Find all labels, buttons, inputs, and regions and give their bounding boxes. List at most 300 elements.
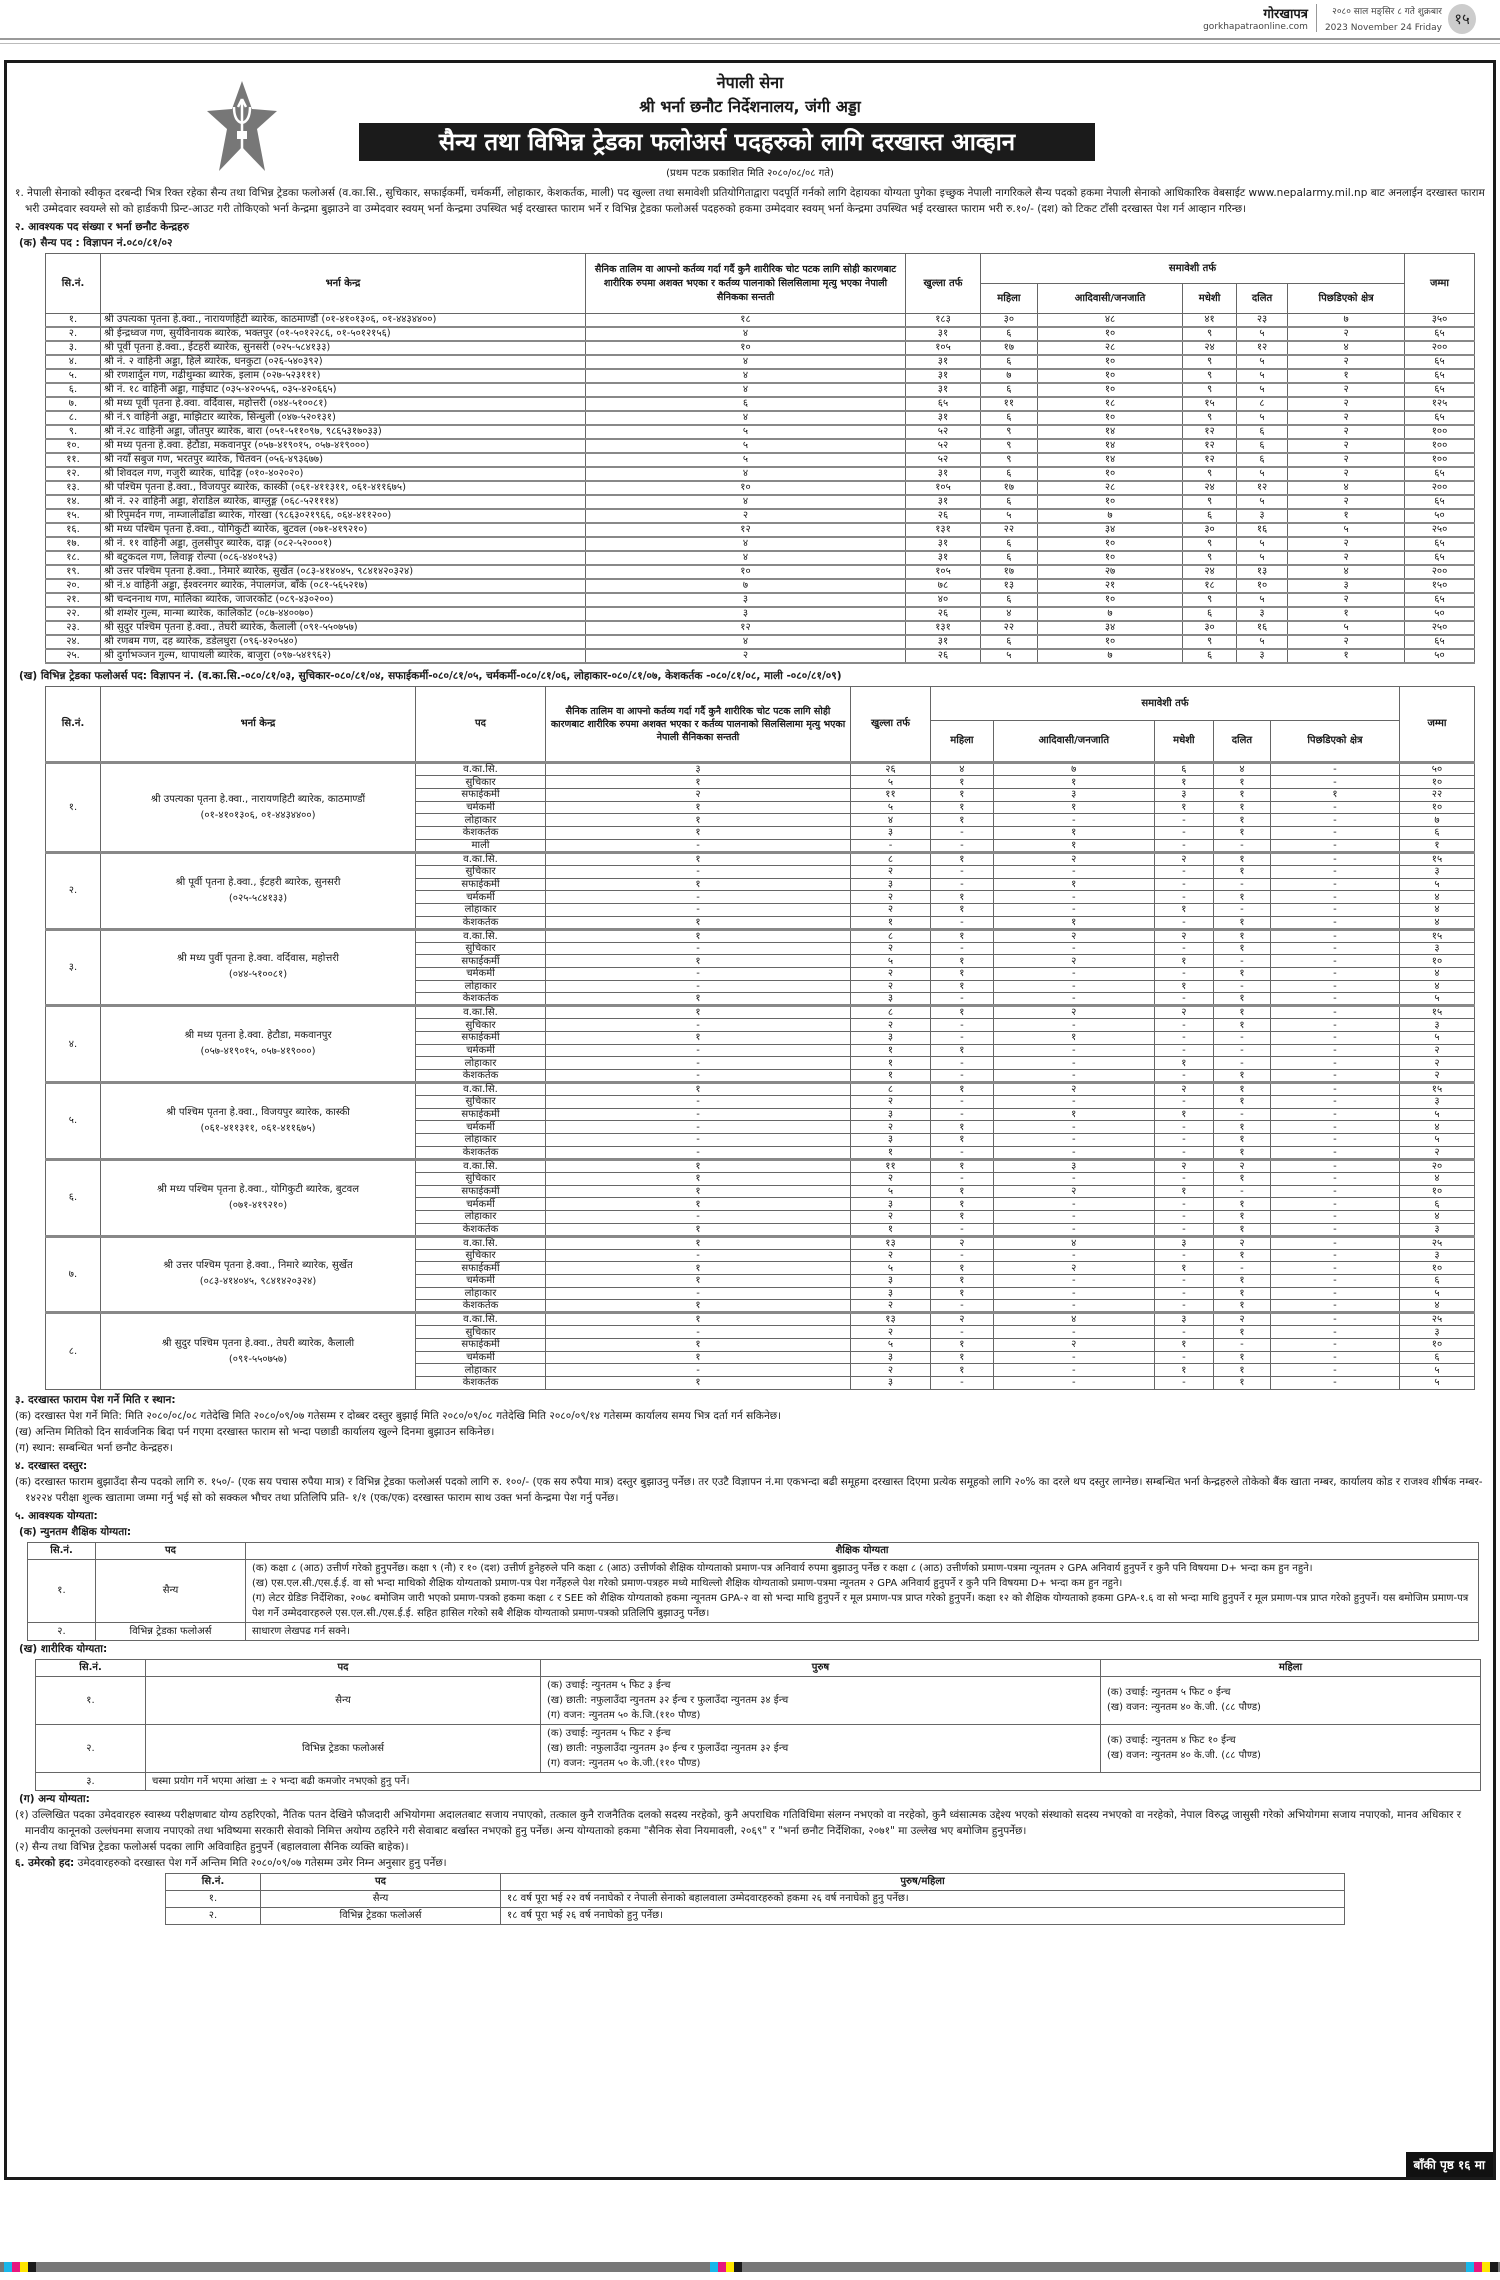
cell-total: ५० xyxy=(1400,763,1475,776)
cell-dalit: १ xyxy=(1213,1172,1270,1185)
cell-open: ८ xyxy=(851,1006,931,1019)
center-phone: (०८३-४१४०४५, ९८४१४२०३२४) xyxy=(199,1276,317,1288)
col-backward: पिछडिएको क्षेत्र xyxy=(1288,284,1405,314)
cell-adivasi: २१ xyxy=(1037,579,1183,593)
cell-backward: १ xyxy=(1288,649,1405,663)
cell-injured: १ xyxy=(546,1262,851,1275)
cell-open: ३ xyxy=(851,1108,931,1121)
cell-women: ९ xyxy=(981,439,1038,453)
cell-adivasi: २ xyxy=(993,1339,1154,1352)
cell-injured: १ xyxy=(546,878,851,891)
cell-open: २६ xyxy=(906,607,981,621)
cell-women: ६ xyxy=(981,355,1038,369)
directorate-name: श्री भर्ना छनौट निर्देशनालय, जंगी अड्डा xyxy=(639,97,861,116)
cell-madhesi: १८ xyxy=(1183,579,1237,593)
cell-dalit: ५ xyxy=(1236,355,1287,369)
cell-madhesi: ३ xyxy=(1154,1236,1213,1249)
cell-center: श्री मध्य पूर्वी पृतना हे.क्वा. वर्दिवास, महोत्तरी (०४४-५१००८१) xyxy=(101,397,586,411)
page-number: १५ xyxy=(1448,4,1476,34)
cell-injured: - xyxy=(546,1096,851,1109)
cell-backward: २ xyxy=(1288,383,1405,397)
notice-title: सैन्य तथा विभिन्न ट्रेडका फलोअर्स पदहरुको लागि दरखास्त आव्हान xyxy=(359,123,1095,161)
cell-backward: - xyxy=(1270,967,1399,980)
col-post: पद xyxy=(96,1542,246,1559)
section-4-title: ४. दरखास्त दस्तुर: xyxy=(15,1459,88,1472)
cell-post: केशकर्तक xyxy=(416,1300,546,1313)
cell-sn: ५. xyxy=(46,369,101,383)
cell-dalit: - xyxy=(1213,839,1270,852)
cell-adivasi: १० xyxy=(1037,635,1183,649)
cell-injured: १ xyxy=(546,1172,851,1185)
section-3-ga: (ग) स्थान: सम्बन्धित भर्ना छनौट केन्द्रहरु। xyxy=(15,1441,173,1454)
cell-injured: - xyxy=(546,1249,851,1262)
cell-post: सफाईकर्मी xyxy=(416,955,546,968)
cell-total: २ xyxy=(1400,1146,1475,1159)
cell-post: सुचिकार xyxy=(416,776,546,789)
col-inclusive: समावेशी तर्फ xyxy=(931,687,1400,721)
cell-madhesi: ३ xyxy=(1154,1313,1213,1326)
cell-backward: ७ xyxy=(1288,314,1405,328)
cell-injured: १ xyxy=(546,1377,851,1390)
cell-dalit: १ xyxy=(1213,1300,1270,1313)
cell-adivasi: - xyxy=(993,1044,1154,1057)
cell-post: सफाईकर्मी xyxy=(416,1108,546,1121)
cell-backward: - xyxy=(1270,1057,1399,1070)
cell-adivasi: - xyxy=(993,1096,1154,1109)
cell-adivasi: - xyxy=(993,1377,1154,1390)
cell-total: २५ xyxy=(1400,1313,1475,1326)
cell-women: १ xyxy=(931,1134,994,1147)
cell-madhesi: - xyxy=(1154,1351,1213,1364)
cell-women: ५ xyxy=(981,649,1038,663)
cell-dalit: १ xyxy=(1213,1326,1270,1339)
cell-dalit: १ xyxy=(1213,776,1270,789)
cell-dalit: १ xyxy=(1213,891,1270,904)
cell-women: १ xyxy=(931,1262,994,1275)
cell-madhesi: ९ xyxy=(1183,467,1237,481)
cell-post: व.का.सि. xyxy=(416,1236,546,1249)
cell-injured: ४ xyxy=(586,635,906,649)
cell-dalit: १ xyxy=(1213,1134,1270,1147)
cell-injured: - xyxy=(546,1364,851,1377)
cell-center xyxy=(101,852,416,929)
cell-center: श्री रणशार्दुल गण, गढीथुम्का ब्यारेक, इलाम (०२७-५२३१११) xyxy=(101,369,586,383)
cell-total: १० xyxy=(1400,1185,1475,1198)
cell-women: १७ xyxy=(981,565,1038,579)
cell-total: १० xyxy=(1400,801,1475,814)
cell-post: केशकर्तक xyxy=(416,827,546,840)
cell-madhesi: - xyxy=(1154,1134,1213,1147)
cell-backward: १ xyxy=(1288,607,1405,621)
cell-open: ३ xyxy=(851,993,931,1006)
cell-total: १० xyxy=(1400,1339,1475,1352)
cell-backward: - xyxy=(1270,1159,1399,1172)
cell-sn: १. xyxy=(36,1676,146,1724)
table-row xyxy=(46,467,1475,481)
cell-total: ३ xyxy=(1400,942,1475,955)
cell-injured: - xyxy=(546,1057,851,1070)
cell-post: लोहाकार xyxy=(416,814,546,827)
notice-header xyxy=(7,63,1493,183)
cell-post: सुचिकार xyxy=(416,1172,546,1185)
cell-open: ३ xyxy=(851,1274,931,1287)
cell-open: ३ xyxy=(851,1351,931,1364)
cell-open: १०५ xyxy=(906,481,981,495)
cell-open: १ xyxy=(851,1223,931,1236)
cell-women: - xyxy=(931,1032,994,1045)
table-row xyxy=(46,852,1475,865)
cell-post: सुचिकार xyxy=(416,1249,546,1262)
cell-open: २ xyxy=(851,1019,931,1032)
cell-total: ६ xyxy=(1400,1351,1475,1364)
cell-backward: - xyxy=(1270,1313,1399,1326)
cell-injured: - xyxy=(546,942,851,955)
followers-posts-table xyxy=(45,686,1475,1389)
cell-injured: ७ xyxy=(586,579,906,593)
cell-injured: ४ xyxy=(586,537,906,551)
cell-madhesi: - xyxy=(1154,1032,1213,1045)
age-limit-table xyxy=(165,1873,1345,1925)
cell-women: - xyxy=(931,993,994,1006)
cell-injured: - xyxy=(546,1108,851,1121)
cell-backward: - xyxy=(1270,878,1399,891)
cell-post: सफाईकर्मी xyxy=(416,878,546,891)
cell-madhesi: १ xyxy=(1154,1262,1213,1275)
cell-sn: ८. xyxy=(46,411,101,425)
male-requirement: (ग) वजन: न्युनतम ५० के.जि.(११० पौण्ड) xyxy=(547,1709,701,1721)
cell-women: - xyxy=(931,839,994,852)
cell-total: २ xyxy=(1400,1070,1475,1083)
cell-post: लोहाकार xyxy=(416,1057,546,1070)
section-4-ka: (क) दरखास्त फाराम बुझाउँदा सैन्य पदको लागि रु. १५०/- (एक सय पचास रुपैया मात्र) र विभिन्न ट्रेडका फलोअर्स पदको लागि रु. १००/- (एक सय रुपैया मात्र) दस्तुर बुझाउनु पर्नेछ। तर एउटै विज्ञापन नं.मा एकभन्दा बढी समूहमा दरखास्त दिएमा प्रत्येक समूहको लागि २०% का दरले थप दस्तुर लाग्नेछ। सम्बन्धित भर्ना केन्द्रहरुले तोकेको बैंक खाता नम्बर, कार्यालय कोड र राजश्व शीर्षक नम्बर- १४२२४ परीक्षा शुल्क खातामा जम्मा गर्नु भई सो को सक्कल भौचर तथा प्रतिलिपि प्रति- १/१ (एक/एक) दरखास्त फाराम साथ उक्त भर्ना केन्द्रमा पेश गर्नु पर्नेछ। xyxy=(15,1475,1483,1504)
cell-total: २ xyxy=(1400,1044,1475,1057)
cell-madhesi: १ xyxy=(1154,1364,1213,1377)
continued-on-page-label: बाँकी पृष्ठ १६ मा xyxy=(1406,2152,1493,2177)
cell-women: १३ xyxy=(981,579,1038,593)
cell-women: १ xyxy=(931,1159,994,1172)
cell-dalit: १ xyxy=(1213,1006,1270,1019)
section-2-kha-title: (ख) विभिन्न ट्रेडका फलोअर्स पद: विज्ञापन नं. (व.का.सि.-०८०/८१/०३, सुचिकार-०८०/८१/०४, सफाईकर्मी-०८०/८१/०५, चर्मकर्मी-०८०/८१/०६, लोहाकार-०८०/८१/०७, केशकर्तक -०८०/८१/०८, माली -०८०/८१/०९) xyxy=(19,670,842,683)
cell-backward: - xyxy=(1270,1032,1399,1045)
cell-women: - xyxy=(931,1070,994,1083)
cell-sn: १. xyxy=(28,1559,96,1622)
cell-dalit: १ xyxy=(1213,801,1270,814)
cell-injured: ३ xyxy=(586,593,906,607)
cell-sn: १५. xyxy=(46,509,101,523)
table-row xyxy=(166,1907,1345,1924)
cell-open: २ xyxy=(851,891,931,904)
cell-injured: ४ xyxy=(586,355,906,369)
female-requirement: (ख) वजन: न्युनतम ४० के.जी. (८८ पौण्ड) xyxy=(1107,1702,1261,1714)
cell-backward: ४ xyxy=(1288,565,1405,579)
cell-madhesi: ३० xyxy=(1183,621,1237,635)
cell-total: ६५ xyxy=(1405,537,1475,551)
cell-post: चर्मकर्मी xyxy=(416,1044,546,1057)
center-name: श्री पश्चिम पृतना हे.क्वा., विजयपुर ब्यारेक, कास्की xyxy=(166,1106,350,1118)
cell-madhesi: ९ xyxy=(1183,593,1237,607)
cell-adivasi: ३४ xyxy=(1037,621,1183,635)
cell-madhesi: १ xyxy=(1154,1057,1213,1070)
cell-injured: - xyxy=(546,1134,851,1147)
cell-injured: ३ xyxy=(546,763,851,776)
cell-open: ३ xyxy=(851,878,931,891)
cell-adivasi: १० xyxy=(1037,551,1183,565)
cell-women: १ xyxy=(931,776,994,789)
cell-total: २०० xyxy=(1405,341,1475,355)
cell-qualification xyxy=(246,1622,1479,1640)
cell-dalit: ६ xyxy=(1236,453,1287,467)
cell-open: ५२ xyxy=(906,425,981,439)
cell-post: चर्मकर्मी xyxy=(416,1351,546,1364)
cell-injured: १ xyxy=(546,929,851,942)
notice-body xyxy=(15,185,1485,1925)
table-row xyxy=(46,1313,1475,1326)
cell-madhesi: ९ xyxy=(1183,635,1237,649)
cell-injured: १० xyxy=(586,481,906,495)
intro-paragraph: १. नेपाली सेनाको स्वीकृत दरबन्दी भित्र रिक्त रहेका सैन्य तथा विभिन्न ट्रेडका फलोअर्स (व.का.सि., सुचिकार, सफाईकर्मी, चर्मकर्मी, लोहाकार, केशकर्तक, माली) पद खुल्ला तथा समावेशी प्रतियोगिताद्वारा पदपूर्ति गर्नको लागि देहायका योग्यता पुगेका इच्छुक नेपाली नागरिकले सैन्य पदको हकमा नेपाली सेनाको आधिकारिक वेबसाईट www.nepalarmy.mil.np बाट अनलाईन दरखास्त फाराम भरी उम्मेदवार स्वयम्ले सो को हार्डकपी प्रिन्ट-आउट गरी तोकिएको भर्ना केन्द्रमा बुझाउने वा उम्मेदवार स्वयम् भर्ना केन्द्रमा उपस्थित भई दरखास्त फाराम भर्ने र विभिन्न ट्रेडका फलोअर्स पदहरुको हकमा उम्मेदवार स्वयम् भर्ना केन्द्रमा उपस्थित भई दरखास्त फाराम भरी रु.१०/- (दश) को टिकट टाँसी दरखास्त पेश गर्न आव्हान गरिन्छ। xyxy=(15,187,1485,215)
cell-adivasi: - xyxy=(993,1070,1154,1083)
cell-adivasi: १ xyxy=(993,878,1154,891)
cell-madhesi: २४ xyxy=(1183,565,1237,579)
cell-dalit: ४ xyxy=(1213,763,1270,776)
cell-backward: - xyxy=(1270,1146,1399,1159)
cell-injured: १ xyxy=(546,1223,851,1236)
cell-age: १८ वर्ष पूरा भई २२ वर्ष ननाघेको र नेपाली सेनाको बहालवाला उम्मेदवारहरुको हकमा २६ वर्ष ननाघेको हुनु पर्नेछ। xyxy=(501,1890,1345,1907)
cell-adivasi: - xyxy=(993,1134,1154,1147)
cell-sn: १८. xyxy=(46,551,101,565)
cell-total: ६५ xyxy=(1405,551,1475,565)
cell-backward: १ xyxy=(1288,509,1405,523)
cell-sn: २. xyxy=(36,1724,146,1772)
cell-center: श्री दुर्गाभञ्जन गुल्म, थापाथली ब्यारेक, बाजुरा (०९७-५४१९६२) xyxy=(101,649,586,663)
cell-total: १० xyxy=(1400,955,1475,968)
cell-open: ८ xyxy=(851,852,931,865)
col-madhesi: मधेशी xyxy=(1183,284,1237,314)
cell-adivasi: - xyxy=(993,1057,1154,1070)
cell-dalit: १६ xyxy=(1236,523,1287,537)
cell-injured: १० xyxy=(586,341,906,355)
cell-total: ६ xyxy=(1400,1274,1475,1287)
cell-injured: २ xyxy=(546,789,851,802)
cell-total: २० xyxy=(1400,1159,1475,1172)
cell-post: चर्मकर्मी xyxy=(416,967,546,980)
cell-open: १३१ xyxy=(906,523,981,537)
cell-dalit: २ xyxy=(1213,1159,1270,1172)
first-published-date: (प्रथम पटक प्रकाशित मिति २०८०/०८/०८ गते) xyxy=(666,168,834,179)
cell-dalit: १ xyxy=(1213,1198,1270,1211)
cell-backward: ५ xyxy=(1288,523,1405,537)
cell-sn: १०. xyxy=(46,439,101,453)
cell-injured: - xyxy=(546,1070,851,1083)
cell-post: सैन्य xyxy=(146,1676,541,1724)
cell-injured: १ xyxy=(546,1159,851,1172)
cell-adivasi: - xyxy=(993,1172,1154,1185)
cell-dalit: १ xyxy=(1213,1364,1270,1377)
cell-madhesi: - xyxy=(1154,1377,1213,1390)
cell-backward: - xyxy=(1270,916,1399,929)
cell-injured: ४ xyxy=(586,411,906,425)
cell-total: ३ xyxy=(1400,1326,1475,1339)
cell-adivasi: २ xyxy=(993,1262,1154,1275)
cell-total: ५० xyxy=(1405,607,1475,621)
cell-total: ६५ xyxy=(1405,383,1475,397)
cell-adivasi: २ xyxy=(993,1006,1154,1019)
cell-madhesi: - xyxy=(1154,891,1213,904)
cell-post: सफाईकर्मी xyxy=(416,1339,546,1352)
cell-women: १७ xyxy=(981,341,1038,355)
cell-open: ५ xyxy=(851,1185,931,1198)
section-6-title: ६. उमेरको हद: xyxy=(15,1856,75,1869)
cell-open: ५ xyxy=(851,1339,931,1352)
cell-male xyxy=(541,1724,1101,1772)
cell-adivasi: ७ xyxy=(1037,607,1183,621)
cell-injured: १ xyxy=(546,993,851,1006)
cell-adivasi: - xyxy=(993,1121,1154,1134)
cell-post: माली xyxy=(416,839,546,852)
qualification-line: साधारण लेखपढ गर्न सक्ने। xyxy=(252,1625,350,1637)
cell-total: २०० xyxy=(1405,565,1475,579)
cell-post: लोहाकार xyxy=(416,1134,546,1147)
col-qualification: शैक्षिक योग्यता xyxy=(246,1542,1479,1559)
cell-adivasi: - xyxy=(993,903,1154,916)
cell-women: १ xyxy=(931,980,994,993)
cell-madhesi: ६ xyxy=(1183,509,1237,523)
table-row xyxy=(46,509,1475,523)
cell-backward: - xyxy=(1270,1339,1399,1352)
cell-backward: - xyxy=(1270,801,1399,814)
cell-post: व.का.सि. xyxy=(416,1083,546,1096)
cell-dalit: १ xyxy=(1213,967,1270,980)
cell-adivasi: २ xyxy=(993,955,1154,968)
cell-center xyxy=(101,763,416,852)
physical-table xyxy=(35,1659,1481,1791)
male-requirement: (ख) छाती: नफुलाउँदा न्युनतम ३० ईन्च र फुलाउँदा न्युनतम ३२ ईन्च xyxy=(547,1742,789,1754)
cell-center: श्री उपत्यका पृतना हे.क्वा., नारायणहिटी ब्यारेक, काठमाण्डौं (०१-४१०१३०६, ०१-४४३४४००) xyxy=(101,314,586,328)
cell-open: २६ xyxy=(851,763,931,776)
section-5-title: ५. आवश्यक योग्यता: xyxy=(15,1509,98,1522)
other-qualification-title: (ग) अन्य योग्यता: xyxy=(19,1792,90,1805)
table-row xyxy=(36,1772,1481,1790)
cell-dalit: १ xyxy=(1213,1121,1270,1134)
cell-injured: १ xyxy=(546,916,851,929)
cell-dalit: ५ xyxy=(1236,551,1287,565)
cell-total: ३ xyxy=(1400,1223,1475,1236)
cell-open: ३१ xyxy=(906,411,981,425)
cell-post: सुचिकार xyxy=(416,942,546,955)
cell-adivasi: २ xyxy=(993,852,1154,865)
education-table xyxy=(27,1542,1479,1641)
cell-total: ७ xyxy=(1400,814,1475,827)
cell-backward: - xyxy=(1270,891,1399,904)
cell-women: २२ xyxy=(981,621,1038,635)
cell-backward: - xyxy=(1270,1377,1399,1390)
masthead-rule xyxy=(0,38,1500,44)
cell-center: श्री रणबम गण, दह ब्यारेक, डडेलधुरा (०९६-४२०५४०) xyxy=(101,635,586,649)
cell-total: ६५ xyxy=(1405,355,1475,369)
cell-center: श्री सुदुर पश्चिम पृतना हे.क्वा., तेघरी ब्यारेक, कैलाली (०९१-५५०७५७) xyxy=(101,621,586,635)
cell-adivasi: - xyxy=(993,1249,1154,1262)
org-name: नेपाली सेना xyxy=(716,73,784,92)
cell-center xyxy=(101,1313,416,1389)
cell-open: १३ xyxy=(851,1236,931,1249)
cell-dalit: १० xyxy=(1236,579,1287,593)
cell-women: ६ xyxy=(981,327,1038,341)
cell-total: ४ xyxy=(1400,980,1475,993)
col-inclusive: समावेशी तर्फ xyxy=(981,254,1405,284)
cell-age: १८ वर्ष पूरा भई २६ वर्ष ननाघेको हुनु पर्नेछ। xyxy=(501,1907,1345,1924)
cell-open: ३१ xyxy=(906,495,981,509)
cell-adivasi: १० xyxy=(1037,411,1183,425)
cell-sn: २५. xyxy=(46,649,101,663)
cell-injured: १ xyxy=(546,1351,851,1364)
cell-total: ४ xyxy=(1400,967,1475,980)
col-madhesi: मधेशी xyxy=(1154,721,1213,763)
cell-adivasi: २ xyxy=(993,929,1154,942)
cell-madhesi: - xyxy=(1154,1121,1213,1134)
cell-open: २ xyxy=(851,1172,931,1185)
cell-backward: - xyxy=(1270,827,1399,840)
cell-dalit: ५ xyxy=(1236,495,1287,509)
cell-open: २ xyxy=(851,1210,931,1223)
cell-madhesi: २४ xyxy=(1183,481,1237,495)
cell-total: ६५ xyxy=(1405,467,1475,481)
table-row xyxy=(46,1006,1475,1019)
cell-sn: २३. xyxy=(46,621,101,635)
cell-women: १ xyxy=(931,903,994,916)
cell-dalit: ५ xyxy=(1236,467,1287,481)
cell-open: १ xyxy=(851,1146,931,1159)
qualification-line: (ग) लेटर ग्रेडिङ निर्देशिका, २०७८ बमोजिम जारी भएको प्रमाण-पत्रको हकमा कक्षा ८ र SEE को शैक्षिक योग्यताको हकमा न्यूनतम GPA-२ वा सो भन्दा माथि हुनुपर्ने र मूल प्रमाण-पत्र प्राप्त गरेको हुनुपर्ने। कक्षा १२ को शैक्षिक योग्यताको हकमा GPA-१.६ वा सो भन्दा माथि हुनुपर्ने र मूल प्रमाण-पत्र प्राप्त गरेको हुनुपर्ने। यस बमोजिम प्रमाण-पत्र पेश गर्ने उम्मेदवारहरुले एस.एल.सी./एस.ई.ई. सहित हासिल गरेको सबै शैक्षिक योग्यताको प्रमाण-पत्रको प्रतिलिपि बुझाउनु पर्नेछ। xyxy=(252,1592,1469,1619)
cell-dalit: १ xyxy=(1213,814,1270,827)
cell-backward: १ xyxy=(1270,789,1399,802)
cell-backward: - xyxy=(1270,1096,1399,1109)
cell-women: २२ xyxy=(981,523,1038,537)
cell-post: सफाईकर्मी xyxy=(416,1262,546,1275)
cell-open: २ xyxy=(851,1249,931,1262)
cell-backward: - xyxy=(1270,1070,1399,1083)
cell-dalit: - xyxy=(1213,980,1270,993)
cell-sn: ६. xyxy=(46,383,101,397)
cell-adivasi: - xyxy=(993,1274,1154,1287)
table-row xyxy=(46,607,1475,621)
cell-dalit: १ xyxy=(1213,1210,1270,1223)
col-center: भर्ना केन्द्र xyxy=(101,254,586,314)
cell-open: ५२ xyxy=(906,439,981,453)
cell-sn: ७. xyxy=(46,1236,101,1313)
cell-backward: २ xyxy=(1288,327,1405,341)
cell-center: श्री नं.९ वाहिनी अड्डा, माझिटार ब्यारेक, सिन्धुली (०४७-५२०१३१) xyxy=(101,411,586,425)
cell-women: ४ xyxy=(981,607,1038,621)
cell-adivasi: १० xyxy=(1037,327,1183,341)
cell-madhesi: - xyxy=(1154,878,1213,891)
table-row xyxy=(46,929,1475,942)
cell-open: २ xyxy=(851,967,931,980)
cell-adivasi: २८ xyxy=(1037,341,1183,355)
cell-madhesi: - xyxy=(1154,1300,1213,1313)
section-6-text: उमेदवारहरुको दरखास्त पेश गर्ने अन्तिम मिति २०८०/०९/०७ गतेसम्म उमेर निम्न अनुसार हुनु पर्नेछ। xyxy=(77,1856,447,1869)
cell-backward: २ xyxy=(1288,453,1405,467)
cell-adivasi: १८ xyxy=(1037,397,1183,411)
col-injured: सैनिक तालिम वा आफ्नो कर्तव्य गर्दा गर्दै कुनै शारीरिक चोट पटक लागि सोही कारणबाट शारीरिक रुपमा अशक्त भएका र कर्तव्य पालनाको सिलसिलामा मृत्यु भएका नेपाली सैनिकका सन्तती xyxy=(546,687,851,763)
cell-backward: - xyxy=(1270,1019,1399,1032)
other-qualification-1: (१) उल्लिखित पदका उमेदवारहरु स्वास्थ्य परीक्षणबाट योग्य ठहरिएको, नैतिक पतन देखिने फौजदारी अभियोगमा अदालतबाट सजाय नपाएको, तत्काल कुनै राजनैतिक दलको सदस्य नरहेको, कुनै अपराधिक गतिविधिमा संलग्न नभएको वा नरहेको, कुनै ध्वंसात्मक उद्देश्य भएको संस्थाको सदस्य नभएको वा नरहेको, नेपाल विरुद्ध जासुसी गरेको अभियोगमा सजाय नपाएको, मानव अधिकार र मानवीय कानूनको उल्लंघनमा सजाय नपाएको तथा भविष्यमा सरकारी सेवाको निमित्त अयोग्य ठहरिने गरी सेवाबाट बर्खास्त नभएको हुनु पर्नेछ। अन्य योग्यताको हकमा "सैनिक सेवा नियमावली, २०६९" र "भर्ना छनौट निर्देशिका, २०७१" मा उल्लेख भए बमोजिम हुनुपर्नेछ। xyxy=(15,1808,1462,1837)
col-adivasi: आदिवासी/जनजाति xyxy=(1037,284,1183,314)
cell-post: व.का.सि. xyxy=(416,852,546,865)
cell-injured: १ xyxy=(546,776,851,789)
cell-post: सैन्य xyxy=(96,1559,246,1622)
cell-dalit: २ xyxy=(1213,1313,1270,1326)
education-title: (क) न्युनतम शैक्षिक योग्यता: xyxy=(19,1525,132,1538)
